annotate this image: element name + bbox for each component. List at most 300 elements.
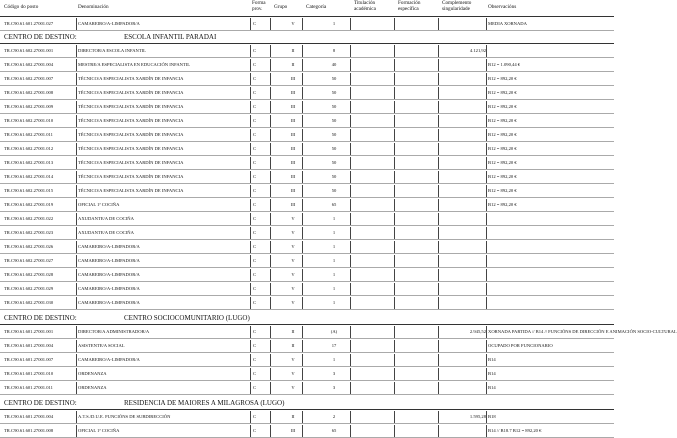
column-divider [302, 171, 303, 183]
cell-denominacion: TÉCNICO/A ESPECIALISTA XARDÍN DE INFANCIA [78, 174, 184, 179]
column-divider [438, 171, 439, 183]
section-label: CENTRO DE DESTINO: [4, 314, 77, 322]
column-divider [394, 45, 395, 57]
cell-denominacion: CAMAREIRO/A-LIMPADOR/A [78, 21, 140, 26]
table-row [0, 17, 614, 31]
column-divider [438, 227, 439, 239]
table-row [0, 142, 614, 156]
column-divider [76, 297, 77, 309]
cell-observaciones: B12 = 892,20 € [488, 118, 517, 123]
column-divider [438, 157, 439, 169]
column-divider [302, 18, 303, 30]
column-divider [486, 368, 487, 380]
cell-categoria: 50 [331, 160, 337, 165]
cell-denominacion: ASISTENTE/A SOCIAL [78, 343, 125, 348]
cell-code: TR.C90.61.601.27001.004 [4, 414, 54, 419]
cell-denominacion: CAMAREIRO/A-LIMPADOR/A [78, 300, 140, 305]
section-label: CENTRO DE DESTINO: [4, 33, 77, 41]
column-divider [302, 143, 303, 155]
column-divider [76, 101, 77, 113]
section-heading [4, 314, 250, 322]
column-divider [394, 297, 395, 309]
column-divider [76, 227, 77, 239]
column-divider [250, 241, 251, 253]
column-divider [250, 326, 251, 338]
col-header-denominacion: Denominación [78, 4, 109, 10]
cell-forma: C [253, 202, 257, 207]
column-divider [250, 18, 251, 30]
cell-categoria: 1 [332, 357, 336, 362]
section-name: ESCOLA INFANTIL PARADAI [124, 33, 217, 41]
cell-categoria: 17 [331, 343, 337, 348]
column-divider [270, 411, 271, 423]
column-divider [76, 411, 77, 423]
column-divider [438, 283, 439, 295]
cell-observaciones: B14 [488, 371, 496, 376]
column-divider [438, 87, 439, 99]
column-divider [250, 382, 251, 394]
cell-observaciones: B12 = 892,20 € [488, 90, 517, 95]
column-divider [438, 297, 439, 309]
column-divider [438, 115, 439, 127]
column-divider [250, 129, 251, 141]
column-divider [350, 241, 351, 253]
column-divider [76, 213, 77, 225]
cell-forma: C [253, 90, 257, 95]
column-divider [350, 18, 351, 30]
column-divider [270, 255, 271, 267]
table-header [0, 0, 614, 16]
row-rule [0, 394, 614, 395]
column-divider [394, 425, 395, 437]
cell-code: TR.C90.61.602.27001.022 [4, 216, 54, 221]
cell-forma: C [253, 272, 257, 277]
column-divider [438, 425, 439, 437]
table-row [0, 114, 614, 128]
column-divider [76, 171, 77, 183]
cell-categoria: 50 [331, 76, 337, 81]
cell-denominacion: CAMAREIRO/A-LIMPADOR/A [78, 286, 140, 291]
cell-denominacion: AXUDANTE/A DE COCIÑA [78, 216, 134, 221]
column-divider [394, 354, 395, 366]
column-divider [302, 185, 303, 197]
column-divider [302, 73, 303, 85]
table-row [0, 325, 677, 339]
column-divider [250, 157, 251, 169]
column-divider [486, 73, 487, 85]
cell-denominacion: OFICIAL 1ª COCIÑA [78, 202, 120, 207]
column-divider [270, 115, 271, 127]
cell-forma: C [253, 76, 257, 81]
cell-code: TR.C90.61.602.27001.030 [4, 300, 54, 305]
column-divider [270, 227, 271, 239]
column-divider [350, 87, 351, 99]
cell-forma: C [253, 385, 257, 390]
column-divider [394, 382, 395, 394]
column-divider [350, 45, 351, 57]
cell-denominacion: TÉCNICO/A ESPECIALISTA XARDÍN DE INFANCIA [78, 132, 184, 137]
cell-categoria: 1 [332, 286, 336, 291]
column-divider [302, 297, 303, 309]
column-divider [394, 368, 395, 380]
cell-code: TR.C90.61.602.27001.028 [4, 272, 54, 277]
column-divider [394, 326, 395, 338]
cell-observaciones: B12 = 1.090,44 € [488, 62, 521, 67]
column-divider [486, 87, 487, 99]
cell-forma: C [253, 329, 257, 334]
cell-denominacion: CAMAREIRO/A-LIMPADOR/A [78, 272, 140, 277]
column-divider [486, 157, 487, 169]
cell-observaciones: B12 = 892,20 € [488, 202, 517, 207]
column-divider [394, 340, 395, 352]
column-divider [270, 143, 271, 155]
table-row [0, 100, 614, 114]
cell-denominacion: AXUDANTE/A DE COCIÑA [78, 230, 134, 235]
column-divider [438, 101, 439, 113]
cell-categoria: 8 [332, 48, 336, 53]
column-divider [250, 411, 251, 423]
table-row [0, 44, 614, 58]
column-divider [270, 129, 271, 141]
column-divider [350, 340, 351, 352]
column-divider [76, 185, 77, 197]
cell-code: TR.C90.61.602.27001.008 [4, 90, 54, 95]
cell-categoria: 50 [331, 118, 337, 123]
cell-grupo: III [290, 104, 296, 109]
column-divider [302, 269, 303, 281]
column-divider [350, 115, 351, 127]
column-divider [350, 59, 351, 71]
cell-code: TR.C90.61.602.27001.007 [4, 76, 54, 81]
column-divider [76, 73, 77, 85]
col-header-complemento: Complemento singularidade [442, 0, 472, 12]
cell-categoria: 2 [332, 414, 336, 419]
table-row [0, 424, 614, 438]
column-divider [302, 45, 303, 57]
cell-categoria: 65 [331, 202, 337, 207]
column-divider [394, 269, 395, 281]
column-divider [394, 115, 395, 127]
cell-observaciones: XORNADA PARTIDA // B14 // FUNCIÓNS DE DIRECCIÓN E ANIMACIÓN SOCIO-CULTURAL [488, 329, 677, 334]
cell-forma: C [253, 132, 257, 137]
column-divider [486, 382, 487, 394]
column-divider [270, 354, 271, 366]
cell-code: TR.C90.61.601.27001.008 [4, 428, 54, 433]
column-divider [486, 45, 487, 57]
column-divider [250, 283, 251, 295]
column-divider [250, 297, 251, 309]
column-divider [486, 425, 487, 437]
column-divider [486, 411, 487, 423]
cell-denominacion: ORDENANZA [78, 385, 107, 390]
cell-categoria: 1 [332, 244, 336, 249]
column-divider [438, 326, 439, 338]
column-divider [350, 255, 351, 267]
column-divider [438, 269, 439, 281]
table-row [0, 254, 614, 268]
cell-forma: C [253, 414, 257, 419]
cell-grupo: III [290, 132, 296, 137]
column-divider [250, 340, 251, 352]
column-divider [270, 241, 271, 253]
cell-grupo: V [291, 286, 295, 291]
column-divider [394, 157, 395, 169]
cell-forma: C [253, 174, 257, 179]
column-divider [250, 199, 251, 211]
cell-categoria: 1 [332, 300, 336, 305]
column-divider [486, 18, 487, 30]
column-divider [270, 199, 271, 211]
table-row [0, 170, 614, 184]
column-divider [270, 368, 271, 380]
cell-grupo: II [291, 414, 295, 419]
cell-forma: C [253, 230, 257, 235]
column-divider [394, 241, 395, 253]
column-divider [270, 59, 271, 71]
row-rule [0, 30, 614, 31]
column-divider [394, 411, 395, 423]
column-divider [350, 129, 351, 141]
column-divider [302, 255, 303, 267]
column-divider [270, 340, 271, 352]
cell-forma: C [253, 357, 257, 362]
column-divider [270, 171, 271, 183]
column-divider [438, 213, 439, 225]
cell-forma: C [253, 244, 257, 249]
cell-forma: C [253, 371, 257, 376]
column-divider [486, 129, 487, 141]
column-divider [302, 326, 303, 338]
column-divider [350, 411, 351, 423]
cell-denominacion: MESTRE/A ESPECIALISTA EN EDUCACIÓN INFANTIL [78, 62, 191, 67]
column-divider [302, 115, 303, 127]
cell-code: TR.C90.61.602.27001.012 [4, 146, 54, 151]
cell-denominacion: CAMAREIRO/A-LIMPADOR/A [78, 244, 140, 249]
column-divider [486, 227, 487, 239]
column-divider [394, 143, 395, 155]
column-divider [302, 129, 303, 141]
column-divider [486, 115, 487, 127]
column-divider [250, 101, 251, 113]
column-divider [270, 45, 271, 57]
column-divider [250, 213, 251, 225]
cell-code: TR.C90.61.602.27001.014 [4, 174, 54, 179]
column-divider [302, 227, 303, 239]
column-divider [250, 59, 251, 71]
cell-code: TR.C90.61.601.27001.007 [4, 357, 54, 362]
table-row [0, 58, 614, 72]
column-divider [394, 283, 395, 295]
cell-grupo: V [291, 385, 295, 390]
table-row [0, 367, 614, 381]
col-header-grupo: Grupo [274, 4, 288, 10]
column-divider [438, 241, 439, 253]
cell-code: TR.C90.61.602.27001.010 [4, 118, 54, 123]
table-row [0, 410, 614, 424]
row-rule [0, 309, 614, 310]
column-divider [394, 18, 395, 30]
column-divider [250, 171, 251, 183]
table-row [0, 86, 614, 100]
column-divider [350, 269, 351, 281]
column-divider [486, 297, 487, 309]
column-divider [250, 269, 251, 281]
cell-observaciones: B18 [488, 414, 496, 419]
cell-grupo: III [290, 174, 296, 179]
cell-code: TR.C90.61.602.27001.026 [4, 244, 54, 249]
cell-denominacion: TÉCNICO/A ESPECIALISTA XARDÍN DE INFANCIA [78, 104, 184, 109]
column-divider [76, 157, 77, 169]
column-divider [270, 297, 271, 309]
cell-categoria: 50 [331, 104, 337, 109]
column-divider [350, 326, 351, 338]
table-row [0, 72, 614, 86]
column-divider [350, 227, 351, 239]
table-row [0, 353, 614, 367]
column-divider [438, 185, 439, 197]
column-divider [270, 87, 271, 99]
column-divider [76, 340, 77, 352]
column-divider [350, 73, 351, 85]
column-divider [270, 157, 271, 169]
column-divider [250, 115, 251, 127]
table-row [0, 184, 614, 198]
column-divider [302, 340, 303, 352]
column-divider [76, 269, 77, 281]
column-divider [250, 45, 251, 57]
column-divider [394, 255, 395, 267]
column-divider [486, 185, 487, 197]
table-row [0, 156, 614, 170]
column-divider [270, 326, 271, 338]
column-divider [76, 129, 77, 141]
column-divider [438, 143, 439, 155]
cell-code: TR.C90.61.602.27001.011 [4, 132, 53, 137]
column-divider [270, 425, 271, 437]
cell-denominacion: A.T.S./D.U.E. FUNCIÓNS DE SUBDIRECCIÓN [78, 414, 171, 419]
column-divider [394, 213, 395, 225]
col-header-formacion: Formación específica [398, 0, 421, 12]
cell-grupo: III [290, 202, 296, 207]
cell-grupo: V [291, 357, 295, 362]
column-divider [350, 425, 351, 437]
cell-categoria: 1 [332, 272, 336, 277]
cell-code: TR.C90.61.602.27001.015 [4, 188, 54, 193]
cell-denominacion: TÉCNICO/A ESPECIALISTA XARDÍN DE INFANCIA [78, 118, 184, 123]
cell-grupo: II [291, 48, 295, 53]
column-divider [350, 283, 351, 295]
cell-complemento: 2.945,52 [469, 329, 486, 334]
cell-forma: C [253, 188, 257, 193]
cell-categoria: 3 [332, 371, 336, 376]
cell-grupo: III [290, 90, 296, 95]
table-row [0, 198, 614, 212]
column-divider [250, 425, 251, 437]
column-divider [438, 59, 439, 71]
cell-grupo: III [290, 188, 296, 193]
cell-denominacion: CAMAREIRO/A-LIMPADOR/A [78, 258, 140, 263]
column-divider [76, 382, 77, 394]
column-divider [394, 199, 395, 211]
column-divider [250, 185, 251, 197]
cell-forma: C [253, 286, 257, 291]
column-divider [350, 101, 351, 113]
col-header-codigo: Código do posto [4, 4, 39, 10]
cell-forma: C [253, 428, 257, 433]
cell-forma: C [253, 343, 257, 348]
cell-code: TR.C90.61.602.27001.001 [4, 48, 54, 53]
cell-forma: C [253, 104, 257, 109]
cell-code: TR.C90.61.601.27001.001 [4, 329, 54, 334]
column-divider [76, 143, 77, 155]
cell-forma: C [253, 216, 257, 221]
cell-denominacion: TÉCNICO/A ESPECIALISTA XARDÍN DE INFANCIA [78, 146, 184, 151]
column-divider [394, 59, 395, 71]
cell-categoria: 3 [332, 385, 336, 390]
cell-code: TR.C90.61.601.27001.004 [4, 343, 54, 348]
column-divider [394, 185, 395, 197]
column-divider [486, 101, 487, 113]
column-divider [486, 255, 487, 267]
column-divider [270, 213, 271, 225]
column-divider [302, 199, 303, 211]
column-divider [350, 368, 351, 380]
column-divider [270, 269, 271, 281]
section-name: RESIDENCIA DE MAIORES A MILAGROSA (LUGO) [124, 399, 285, 407]
column-divider [438, 45, 439, 57]
table-row [0, 381, 614, 395]
cell-grupo: V [291, 21, 295, 26]
column-divider [438, 255, 439, 267]
cell-grupo: III [290, 160, 296, 165]
column-divider [486, 326, 487, 338]
cell-observaciones: MEDIA XORNADA [488, 21, 527, 26]
column-divider [76, 326, 77, 338]
cell-observaciones: B12 = 892,20 € [488, 160, 517, 165]
column-divider [302, 354, 303, 366]
cell-denominacion: CAMAREIRO/A-LIMPADOR/A [78, 357, 140, 362]
column-divider [438, 18, 439, 30]
col-header-titulacion: Titulación académica [354, 0, 376, 12]
cell-forma: C [253, 160, 257, 165]
cell-categoria: 1 [332, 216, 336, 221]
column-divider [302, 241, 303, 253]
column-divider [350, 171, 351, 183]
col-header-observaciones: Observacións [488, 4, 517, 10]
column-divider [76, 18, 77, 30]
cell-forma: C [253, 62, 257, 67]
cell-complemento: 1.595,28 [469, 414, 486, 419]
cell-grupo: V [291, 371, 295, 376]
column-divider [438, 199, 439, 211]
column-divider [438, 368, 439, 380]
cell-grupo: V [291, 230, 295, 235]
cell-denominacion: OFICIAL 1ª COCIÑA [78, 428, 120, 433]
column-divider [302, 425, 303, 437]
column-divider [486, 199, 487, 211]
cell-categoria: 50 [331, 146, 337, 151]
column-divider [270, 185, 271, 197]
cell-grupo: III [290, 146, 296, 151]
cell-categoria: (A) [330, 329, 338, 334]
column-divider [270, 101, 271, 113]
column-divider [270, 382, 271, 394]
cell-forma: C [253, 48, 257, 53]
cell-grupo: II [291, 62, 295, 67]
column-divider [438, 354, 439, 366]
cell-grupo: V [291, 244, 295, 249]
col-header-categoria: Categoría [306, 4, 327, 10]
